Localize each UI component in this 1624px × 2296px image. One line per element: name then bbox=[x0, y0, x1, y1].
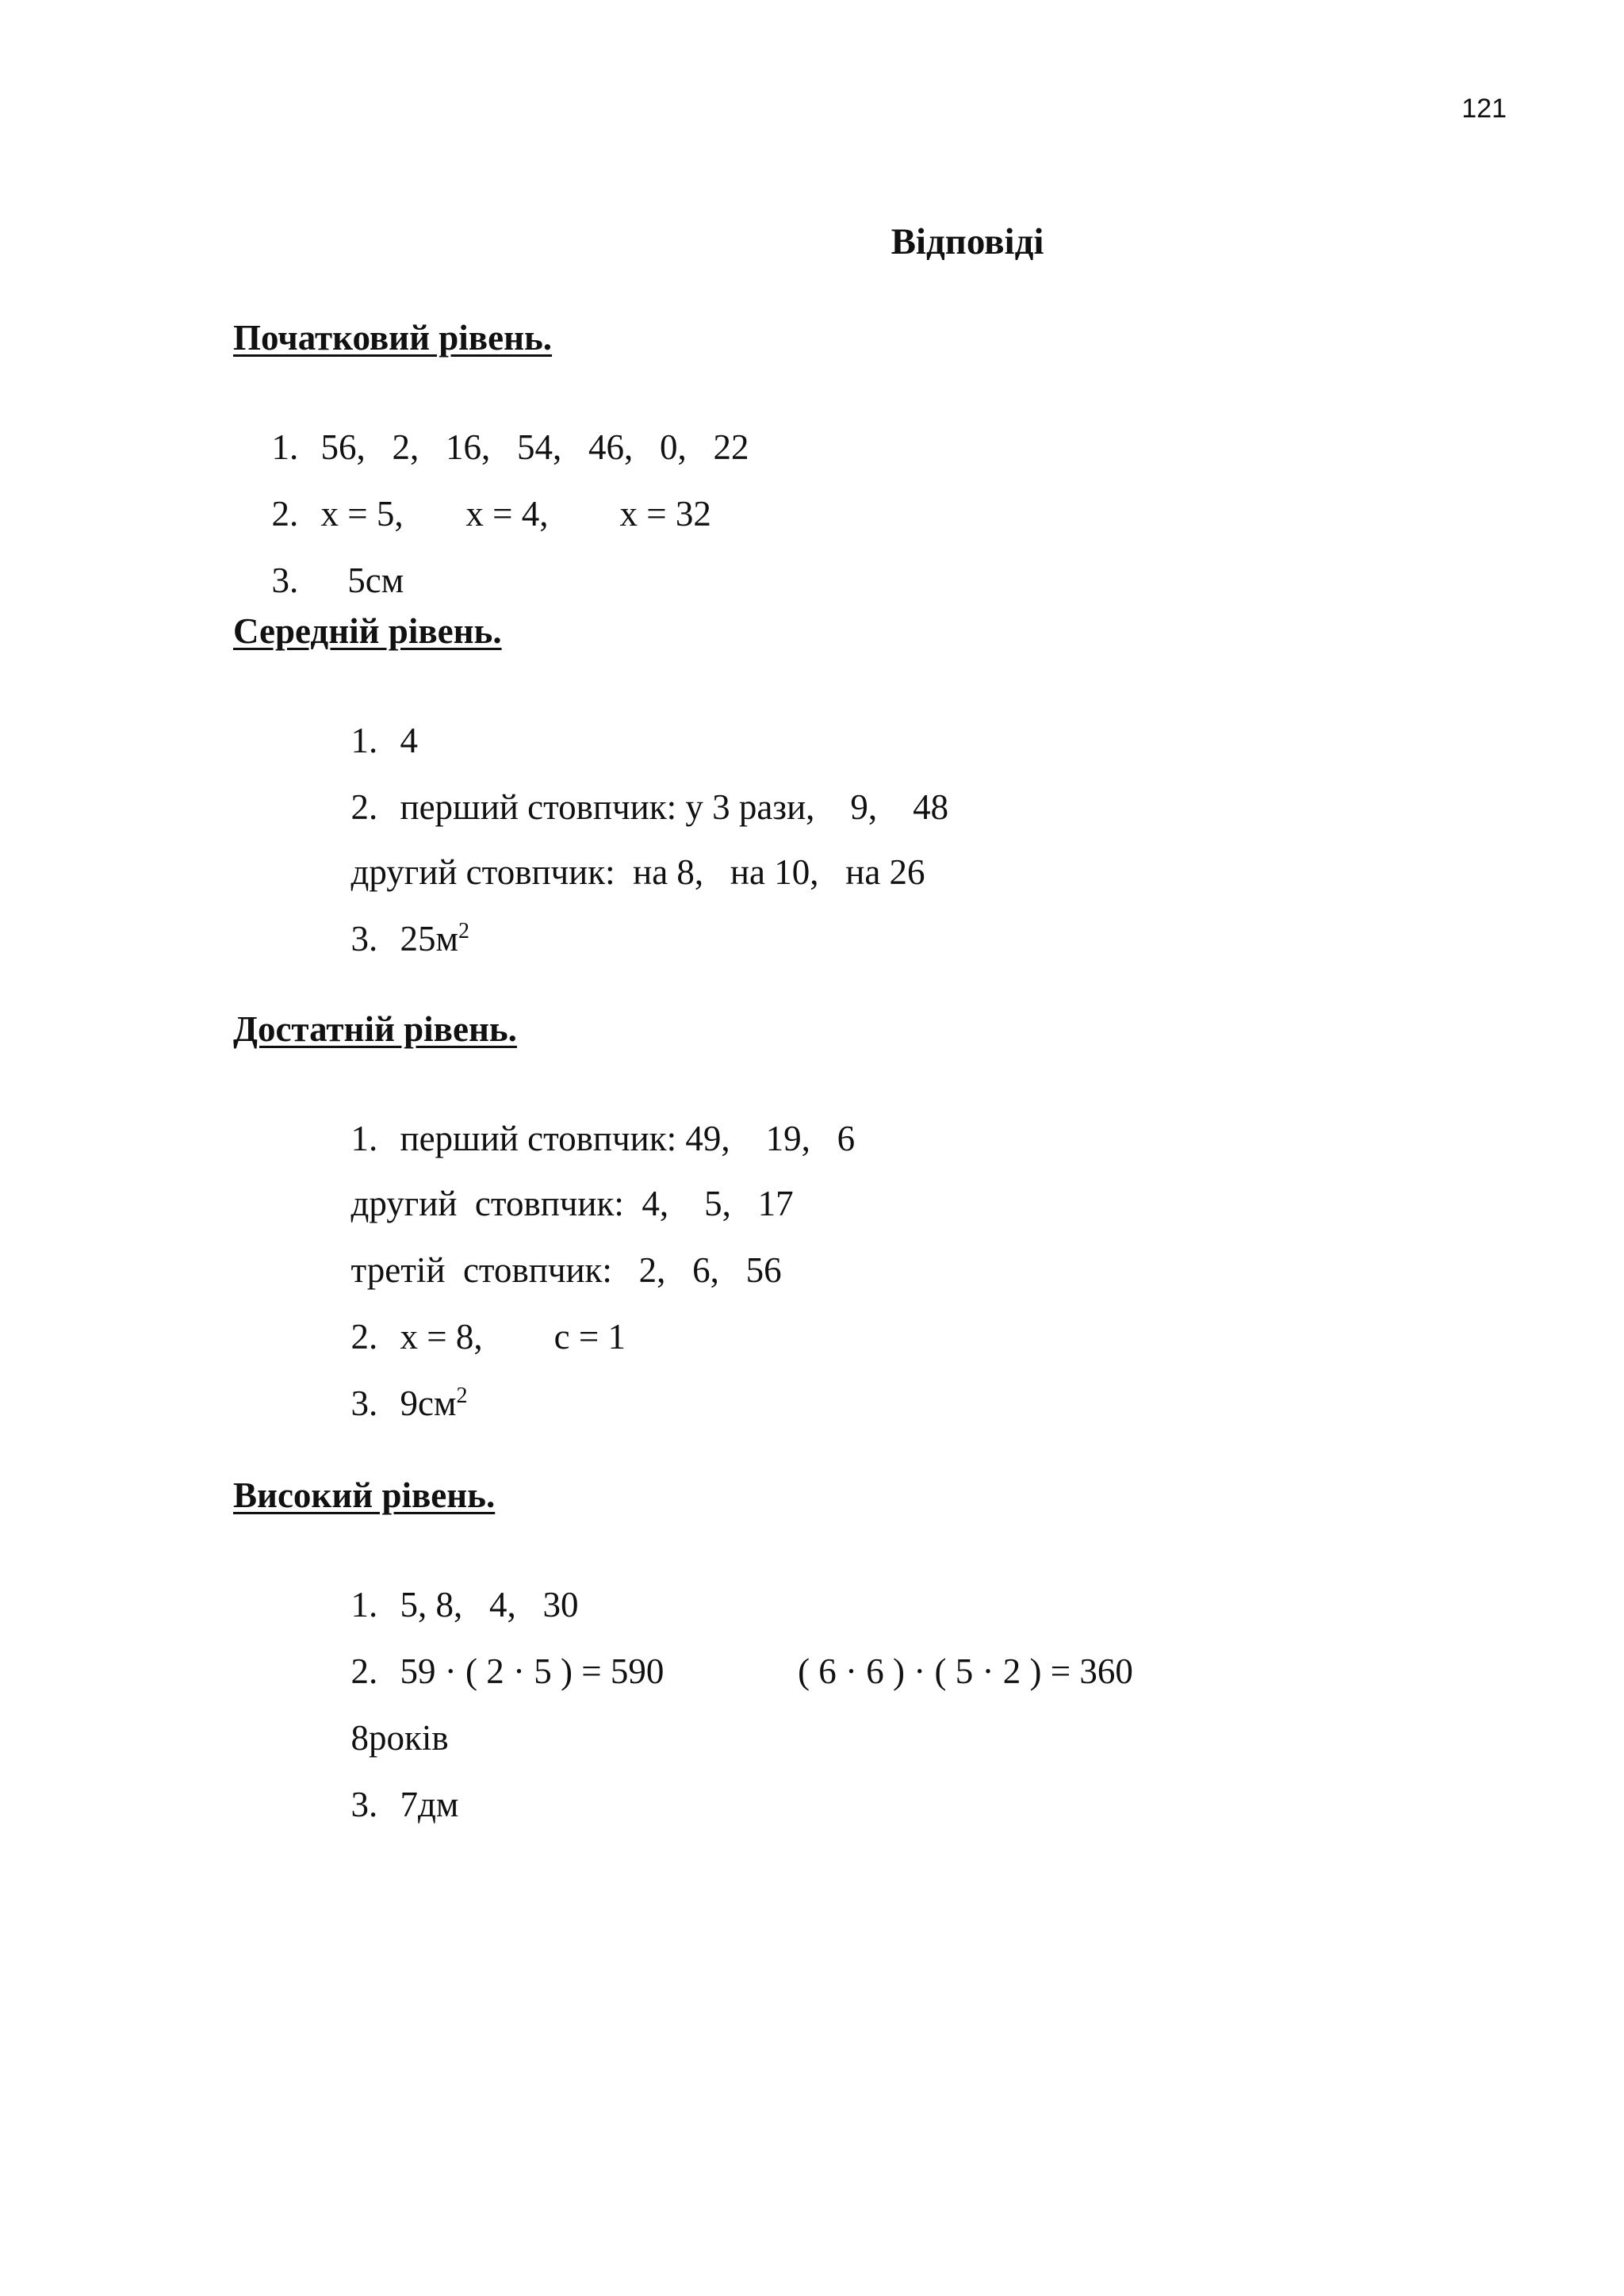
item-number: 2. bbox=[350, 787, 378, 827]
answer-line bbox=[333, 1743, 458, 1825]
item-number: 3. bbox=[350, 919, 378, 959]
item-number: 3. bbox=[350, 1383, 378, 1423]
section-heading-initial: Початковий рівень. bbox=[233, 318, 553, 358]
answer-text: 7дм bbox=[400, 1785, 459, 1824]
item-number: 2. bbox=[271, 494, 299, 534]
answer-text: x = 5, x = 4, x = 32 bbox=[320, 494, 711, 534]
answer-text: x = 8, c = 1 bbox=[400, 1317, 626, 1357]
item-number: 1. bbox=[350, 1585, 378, 1624]
answer-line bbox=[333, 877, 469, 959]
answer-text: 25м bbox=[400, 919, 458, 959]
item-number: 1. bbox=[271, 427, 299, 467]
answer-text: 4 bbox=[400, 721, 418, 760]
item-number: 3. bbox=[350, 1785, 378, 1824]
item-number: 3. bbox=[271, 561, 299, 600]
answer-text: 5см bbox=[320, 561, 404, 600]
superscript: 2 bbox=[456, 1383, 468, 1408]
answer-text: 5, 8, 4, 30 bbox=[400, 1585, 579, 1624]
superscript: 2 bbox=[458, 919, 469, 943]
item-number: 1. bbox=[350, 721, 378, 760]
answer-text: 59 · ( 2 · 5 ) = 590 ( 6 · 6 ) · ( 5 · 2 ) = 360 bbox=[400, 1651, 1133, 1691]
answer-text: 9см bbox=[400, 1383, 457, 1423]
answer-text: 8років bbox=[350, 1718, 449, 1758]
answer-text: другий стовпчик: на 8, на 10, на 26 bbox=[350, 852, 925, 892]
section-heading-intermediate: Середній рівень. bbox=[233, 611, 502, 651]
page-number: 121 bbox=[1461, 94, 1507, 124]
answer-line bbox=[333, 1609, 1133, 1692]
answer-text: другий стовпчик: 4, 5, 17 bbox=[350, 1184, 794, 1223]
item-number: 2. bbox=[350, 1317, 378, 1357]
section-heading-sufficient: Достатній рівень. bbox=[233, 1009, 517, 1049]
answer-text: перший стовпчик: 49, 19, 6 bbox=[400, 1119, 856, 1158]
answer-text: третій стовпчик: 2, 6, 56 bbox=[350, 1250, 782, 1290]
answer-line bbox=[254, 519, 404, 601]
item-number: 2. bbox=[350, 1651, 378, 1691]
answer-text: 56, 2, 16, 54, 46, 0, 22 bbox=[320, 427, 749, 467]
item-number: 1. bbox=[350, 1119, 378, 1158]
answer-text: перший стовпчик: у 3 рази, 9, 48 bbox=[400, 787, 949, 827]
section-heading-high: Високий рівень. bbox=[233, 1475, 496, 1515]
page-title: Відповіді bbox=[891, 221, 1044, 262]
answer-line bbox=[333, 1341, 467, 1424]
